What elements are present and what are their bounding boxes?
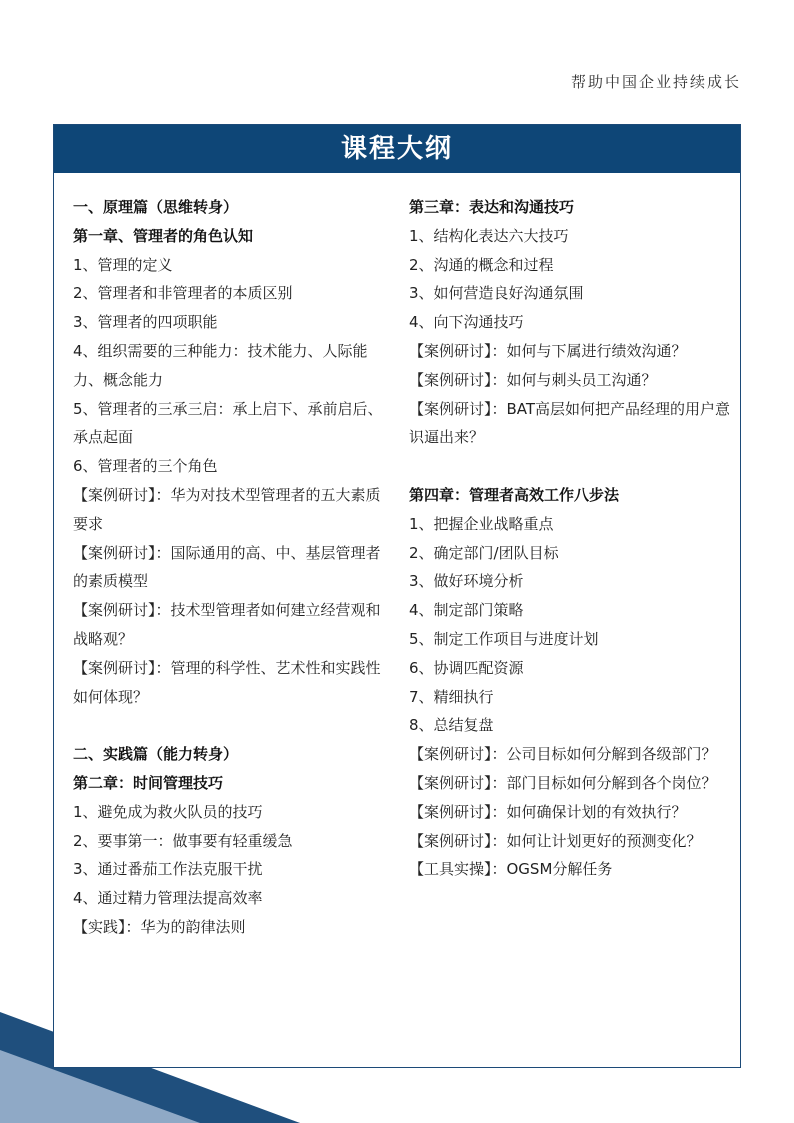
outline-item: 6、管理者的三个角色 — [73, 457, 218, 476]
outline-item: 【案例研讨】：如何与刺头员工沟通？ — [409, 370, 657, 389]
section-heading: 第四章：管理者高效工作八步法 — [409, 485, 620, 504]
section-heading: 第一章、管理者的角色认知 — [73, 226, 254, 245]
outline-item: 【案例研讨】：如何让计划更好的预测变化？ — [409, 831, 702, 850]
outline-item: 1、避免成为救火队员的技巧 — [73, 802, 263, 821]
outline-item: 3、做好环境分析 — [409, 572, 524, 591]
outline-item: 7、精细执行 — [409, 687, 494, 706]
outline-item: 【实践】：华为的韵律法则 — [73, 917, 246, 936]
outline-item: 3、管理者的四项职能 — [73, 313, 218, 332]
outline-item: 【案例研讨】：技术型管理者如何建立经营观和战略观？ — [73, 601, 381, 648]
outline-item: 5、制定工作项目与进度计划 — [409, 629, 599, 648]
outline-item: 【案例研讨】：BAT高层如何把产品经理的用户意识逼出来？ — [409, 399, 731, 447]
outline-item: 2、管理者和非管理者的本质区别 — [73, 284, 293, 303]
outline-item: 【案例研讨】：国际通用的高、中、基层管理者的素质模型 — [73, 543, 381, 591]
section-heading: 一、原理篇（思维转身） — [73, 198, 239, 216]
outline-item: 【案例研讨】：如何与下属进行绩效沟通？ — [409, 341, 687, 360]
outline-item: 4、向下沟通技巧 — [409, 313, 524, 332]
outline-item: 5、管理者的三承三启：承上启下、承前启后、承点起面 — [73, 399, 383, 447]
outline-item: 3、如何营造良好沟通氛围 — [409, 284, 584, 303]
section-heading: 第二章：时间管理技巧 — [73, 773, 224, 792]
syllabus-frame — [53, 124, 741, 1068]
outline-item: 3、通过番茄工作法克服干扰 — [73, 860, 263, 879]
outline-item: 4、制定部门策略 — [409, 601, 524, 620]
left-column — [73, 193, 389, 942]
syllabus-title: 课程大纲 — [54, 125, 740, 173]
outline-item: 4、通过精力管理法提高效率 — [73, 889, 263, 908]
outline-item: 4、组织需要的三种能力：技术能力、人际能力、概念能力 — [73, 341, 368, 389]
section-spacer — [73, 711, 389, 740]
outline-item: 2、沟通的概念和过程 — [409, 255, 554, 274]
outline-item: 【案例研讨】：部门目标如何分解到各个岗位？ — [409, 773, 717, 792]
tagline: 帮助中国企业持续成长 — [570, 73, 741, 91]
section-heading: 第三章：表达和沟通技巧 — [409, 198, 575, 216]
outline-item: 1、管理的定义 — [73, 255, 173, 274]
outline-item: 【案例研讨】：如何确保计划的有效执行？ — [409, 802, 687, 821]
outline-item: 8、总结复盘 — [409, 716, 494, 735]
outline-item: 【案例研讨】：管理的科学性、艺术性和实践性如何体现？ — [73, 658, 381, 706]
outline-item: 1、把握企业战略重点 — [409, 514, 554, 533]
outline-item: 2、要事第一：做事要有轻重缓急 — [73, 831, 293, 850]
outline-item: 2、确定部门/团队目标 — [409, 543, 559, 562]
section-spacer — [409, 452, 731, 481]
outline-item: 【案例研讨】：华为对技术型管理者的五大素质要求 — [73, 485, 381, 533]
right-column — [409, 193, 731, 884]
outline-item: 【工具实操】：OGSM分解任务 — [409, 860, 613, 879]
outline-item: 6、协调匹配资源 — [409, 658, 524, 677]
outline-item: 【案例研讨】：公司目标如何分解到各级部门？ — [409, 745, 717, 764]
section-heading: 二、实践篇（能力转身） — [73, 745, 239, 764]
outline-item: 1、结构化表达六大技巧 — [409, 226, 569, 245]
